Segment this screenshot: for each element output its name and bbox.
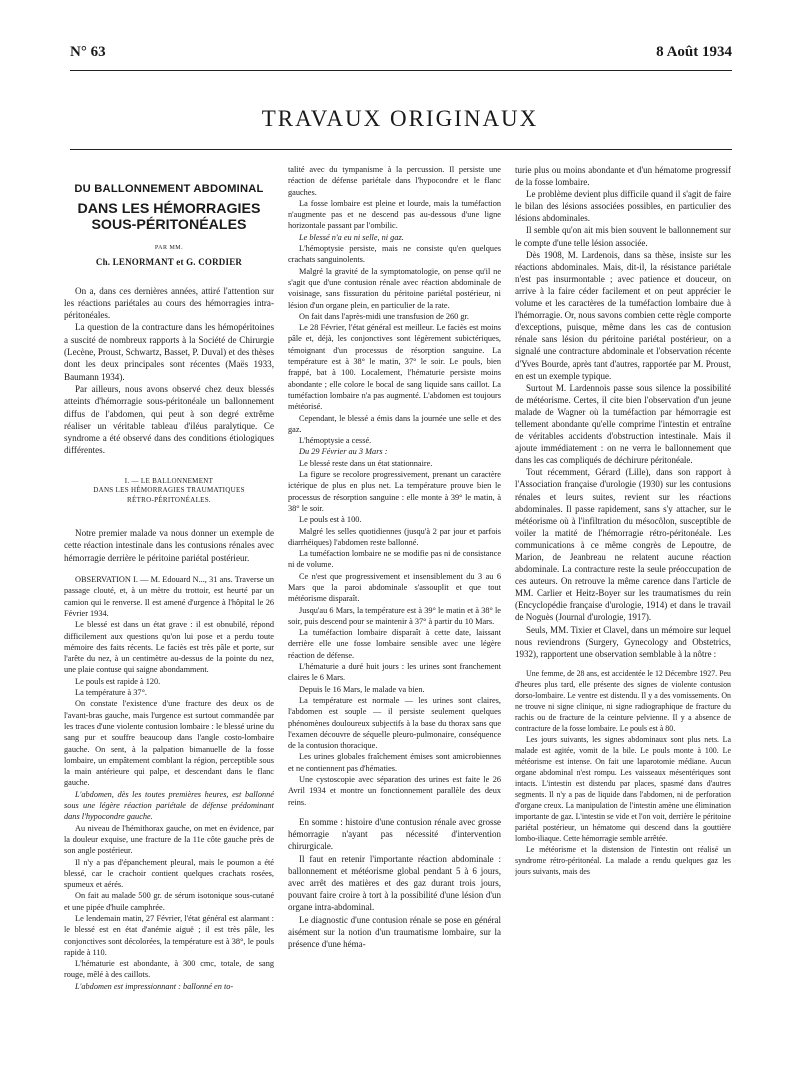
paragraph: talité avec du tympanisme à la percussion. Il persiste une réaction de défense pariétale dans l'hypocondre et le flanc gauches. — [288, 165, 501, 197]
authors: Ch. LENORMANT et G. CORDIER — [95, 256, 243, 267]
byline-par: PAR MM. — [154, 244, 184, 251]
column-1 — [64, 166, 274, 1078]
paragraph: Il faut en retenir l'importante réaction abdominale : ballonnement et météorisme global pendant 5 à 6 jours, avec arrêt des matières et des gaz durant trois jours, pouvant faire croire à tort à la possibilité d'une lésion d'un organe intra-abdominal. — [288, 853, 501, 913]
paragraph: La fosse lombaire est pleine et lourde, mais la tuméfaction n'augmente pas et ne descend pas au-dessous d'une ligne horizontale passant par l'ombilic. — [288, 198, 501, 231]
paragraph: L'hémoptysie persiste, mais ne consiste qu'en quelques crachats sanguinolents. — [288, 244, 501, 265]
paragraph: Il semble qu'on ait mis bien souvent le ballonnement sur le compte d'une telle lésion associée. — [515, 225, 731, 248]
paragraph: La température est normale — les urines sont claires, l'abdomen est souple — il persiste seulement quelques phénomènes douloureux subjectifs à la base du thorax sans que l'examen découvre de séquelle pleuro-pulmonaire, conséquence de la contusion thoracique. — [288, 695, 501, 751]
column-3 — [515, 164, 731, 1076]
paragraph: Par ailleurs, nous avons observé chez deux blessés atteints d'hémorragie sous-péritonéale un ballonnement diffus de l'abdomen, qui peut à son degré extrême réaliser un véritable tableau d'iléus paralytique. Ce syndrome a été observé dans des conditions étiologiques différentes. — [64, 383, 274, 456]
paragraph: L'hémoptysie a cessé. — [299, 436, 372, 446]
issue-date: 8 Août 1934 — [656, 44, 732, 60]
paragraph: On fait au malade 500 gr. de sérum isotonique sous-cutané et une pipée d'huile camphrée. — [64, 891, 274, 912]
intro-paragraphs — [64, 285, 274, 457]
paragraph: Le lendemain matin, 27 Février, l'état général est alarmant : le blessé est en état d'anémie aiguë ; il est très pâle, les conjonctives sont décolorées, la température est à 38°, le pouls rapide à 110. — [64, 913, 274, 957]
paragraph: Une femme, de 28 ans, est accidentée le 12 Décembre 1927. Peu d'heures plus tard, elle présente des signes de violente contusion dorso-lombaire. Le ventre est distendu. Il y a des vomissements. On ne trouve ni signe clinique, ni signe radiographique de fracture du rachis ou de fracture de la ceinture pelvienne. Il y a absence de contracture de la fosse lombaire. Le pouls est à 80. — [515, 668, 731, 733]
paragraph: La figure se recolore progressivement, prenant un caractère ictérique de plus en plus net. La température prouve bien le processus de résorption sanguine : elle monte à 39° le matin, à 38° le soir. — [288, 470, 501, 513]
paragraph: Ce n'est que progressivement et insensiblement du 3 au 6 Mars que la paroi abdominale s'assouplit et que tout météorisme disparaît. — [288, 571, 501, 604]
paragraph: Surtout M. Lardennois passe sous silence la possibilité de météorisme. Certes, il cite bien l'observation d'un jeune malade de Wagner où la tuméfaction par hémorragie est tellement abondante qu'elle comprime l'intestin et entraîne de véritables accidents d'obstruction intestinale. Mais il ajoute immédiatement : on ne verra le ballonnement que dans les cas compliqués de déchirure péritonéale. — [515, 382, 731, 466]
paragraph: Le blessé est dans un état grave : il est obnubilé, répond difficilement aux questions qu'on lui pose et a perdu toute mémoire des faits récents. Le faciès est très pâle et porte, sur l'arête du nez, à un centimètre au-dessus de la pointe du nez, une plaie contuse qui saigne abondamment. — [64, 620, 274, 675]
paragraph: Du 29 Février au 3 Mars : — [299, 447, 388, 457]
issue-number: N° 63 — [70, 44, 106, 60]
paragraph: L'abdomen, dès les toutes premières heures, est ballonné sous une légère réaction pariétale de défense prédominant dans l'hypocondre gauche. — [64, 789, 274, 822]
paragraph: turie plus ou moins abondante et d'un hématome progressif de la fosse lombaire. — [515, 165, 731, 188]
page-header — [70, 44, 732, 64]
paragraph: Depuis le 16 Mars, le malade va bien. — [299, 684, 425, 694]
paragraph: La tuméfaction lombaire disparaît à cette date, laissant derrière elle une fosse lombaire sensible avec une légère réaction de défense. — [288, 628, 501, 660]
paragraph: Dès 1908, M. Lardenois, dans sa thèse, insiste sur les réactions abdominales. Mais, dit-il, la résistance pariétale n'est pas insurmontable ; avec patience et douceur, on arrive à la faire céder facilement et on peut apprécier le volume et les caractères de la tuméfaction lombaire due à l'hémorragie. Or, nous savons combien cette règle comporte d'exceptions, puisque, même dans les cas de contusion rénale sans lésion du péritoine pariétal postérieur, on a signalé une contracture abdominale et l'observation récente d'Yves Bourde, après tant d'autres, rapportée par M. Proust, en est un exemple typique. — [515, 249, 731, 381]
paragraph: Une cystoscopie avec séparation des urines est faite le 26 Avril 1934 et montre un fonctionnement parallèle des deux reins. — [288, 775, 501, 807]
quoted-observation — [515, 668, 731, 877]
column-2 — [288, 164, 501, 1076]
paragraph: Cependant, le blessé a émis dans la journée une selle et des gaz. — [288, 413, 501, 434]
paragraph: Malgré la gravité de la symptomatologie, on pense qu'il ne s'agit que d'une contusion rénale avec réaction abdominale de voisinage, sans fissuration du péritoine pariétal postérieur, ni lésion d'un organe plein, en particulier de la rate. — [288, 266, 501, 310]
paragraph: L'abdomen est impressionnant : ballonné en to- — [75, 981, 234, 991]
paragraph: L'hématurie a duré huit jours : les urines sont franchement claires le 6 Mars. — [288, 662, 501, 683]
paragraph: La tuméfaction lombaire ne se modifie pas ni de consistance ni de volume. — [288, 549, 501, 570]
paragraph: L'hématurie est abondante, à 300 cmc, totale, de sang rouge, mêlé à des caillots. — [64, 959, 274, 980]
article-title-line-1: DU BALLONNEMENT ABDOMINAL — [74, 183, 264, 195]
paragraph: Le pouls est à 100. — [299, 515, 362, 525]
paragraph: OBSERVATION I. — M. Edouard N..., 31 ans. Traverse un passage clouté, et, à un mètre du trottoir, est heurté par un camion qui le renverse. Il est amené d'urgence à l'hôpital le 26 Février 1934. — [64, 575, 274, 618]
paragraph: Le problème devient plus difficile quand il s'agit de faire le bilan des lésions associées possibles, en particulier des lésions abdominales. — [515, 189, 731, 224]
paragraph: Il n'y a pas d'épanchement pleural, mais le poumon a été blessé, car le crachoir contient quelques crachats rosées, spumeux et aérés. — [64, 857, 274, 890]
paragraph: Notre premier malade va nous donner un exemple de cette réaction intestinale dans les contusions rénales avec hémorragie derrière le péritoine pariétal postérieur. — [64, 528, 274, 563]
paragraph: Au niveau de l'hémithorax gauche, on met en évidence, par la douleur exquise, une fracture de la 11e côte gauche près de son angle postérieur. — [64, 823, 274, 856]
paragraph: Le diagnostic d'une contusion rénale se pose en général aisément sur la notion d'un traumatisme lombaire, sur la présence d'une héma- — [288, 914, 501, 949]
section-intro — [64, 527, 274, 564]
section-heading-line: RÉTRO-PÉRITONÉALES. — [127, 495, 211, 504]
article-title-line-2: DANS LES HÉMORRAGIES — [77, 200, 261, 217]
article-title-line-3: SOUS-PÉRITONÉALES — [91, 216, 247, 233]
paragraph: Le 28 Février, l'état général est meilleur. Le faciès est moins pâle et, déjà, les conjonctives sont légèrement subictériques, témoignant d'un processus de résorption sanguine. La température est à 38° le matin, 37° le soir. Le pouls, bien frappé, bat à 100. Localement, l'hématurie persiste moins abondante ; elle colore le bocal de sang liquide sans caillot. La tuméfaction lombaire n'a pas augmenté. L'abdomen est toujours météorisé. — [288, 323, 501, 412]
paragraph: Jusqu'au 6 Mars, la température est à 39° le matin et à 38° le soir, puis descend pour se maintenir à 37° à partir du 10 Mars. — [288, 605, 501, 626]
paragraph: Les urines globales fraîchement émises sont amicrobiennes et ne contiennent pas d'hématies. — [288, 752, 501, 773]
paragraph: La question de la contracture dans les hémopéritoines a suscité de nombreux rapports à la Société de Chirurgie (Lecène, Proust, Schwartz, Basset, P. Duval) et des thèses dont les deux principales sont récentes (Maës 1933, Baumann 1934). — [64, 322, 274, 382]
header-rule — [70, 70, 732, 71]
observation-block — [64, 574, 274, 992]
section-heading — [64, 477, 274, 506]
paragraph: Les jours suivants, les signes abdominaux sont plus nets. La malade est agitée, vomit de la bile. Le pouls monte à 100. Le météorisme est intense. On fait une laparotomie médiane. Aucun organe abdominal n'est rompu. Les vaisseaux mésentériques sont intacts. L'intestin est distendu par places, spasmé dans d'autres segments. Il n'y a pas de liquide dans l'abdomen, ni de perforation d'organe creux. La manipulation de l'intestin amène une élimination importante de gaz. L'intestin se vide et l'on voit, derrière le péritoine pariétal postérieur, un hématome qui descend dans la gouttière lombo-iliaque. Cette hémorragie semble arrêtée. — [515, 734, 731, 843]
paragraph: Tout récemment, Gérard (Lille), dans son rapport à l'Association française d'urologie (1930) sur les contusions rénales et leurs suites, revient sur les réactions abdominales. Il passe rapidement, sans s'y attacher, sur le météorisme où à l'infiltration du mésocôlon, susceptible de voiler la matité de l'hémorragie rétro-péritonéale. Les communications à ce même congrès de Lepoutre, de Marion, de Jeanbreau ne relatent aucune réaction abdominale. La contracture reste la seule préoccupation de ces auteurs. On retrouve la même carence dans l'article de MM. Carlier et Heitz-Boyer sur les traumatismes du rein (Encyclopédie française d'urologie, 1914) et dans le travail de Noguès (Journal d'urologie, 1917). — [515, 467, 731, 623]
paragraph: On fait dans l'après-midi une transfusion de 260 gr. — [299, 311, 469, 321]
paragraph: La température à 37°. — [75, 688, 147, 698]
paragraph: Seuls, MM. Tixier et Clavel, dans un mémoire sur lequel nous reviendrons (Surgery, Gynecology and Obstetrics, 1932), rapportent une observation semblable à la nôtre : — [515, 624, 731, 659]
paragraph: Le météorisme et la distension de l'intestin ont réalisé un syndrome rétro-péritonéal. La malade a rendu quelques gaz les jours suivants, mais des — [515, 844, 731, 876]
main-text — [515, 164, 731, 660]
section-heading-line: I. — LE BALLONNEMENT — [124, 476, 214, 485]
paragraph: Le blessé n'a eu ni selle, ni gaz. — [299, 232, 404, 242]
paragraph: On constate l'existence d'une fracture des deux os de l'avant-bras gauche, mais l'urgence est surtout commandée par les traces d'une violente contusion lombaire : le blessé urine du sang pur et souffre beaucoup dans l'angle costo-lombaire gauche. On sent, à la palpation bimanuelle de la fosse lombaire, un empâtement comblant la région, perceptible sous la main antérieure qui palpe, et descendant dans le flanc gauche. — [64, 699, 274, 788]
paragraph: Malgré les selles quotidiennes (jusqu'à 2 par jour et parfois diarrhéiques) l'abdomen reste ballonné. — [288, 526, 501, 547]
section-rule — [70, 149, 732, 150]
section-title: TRAVAUX ORIGINAUX — [261, 106, 539, 131]
paragraph: On a, dans ces dernières années, attiré l'attention sur les réactions pariétales au cours des hémorragies intra-péritonéales. — [64, 285, 274, 321]
paragraph: Le pouls est rapide à 120. — [75, 676, 161, 686]
paragraph: Le blessé reste dans un état stationnaire. — [299, 458, 433, 468]
paragraph: En somme : histoire d'une contusion rénale avec grosse hémorragie n'ayant pas nécessité d'intervention chirurgicale. — [288, 816, 501, 852]
section-heading-line: DANS LES HÉMORRAGIES TRAUMATIQUES — [93, 486, 245, 495]
